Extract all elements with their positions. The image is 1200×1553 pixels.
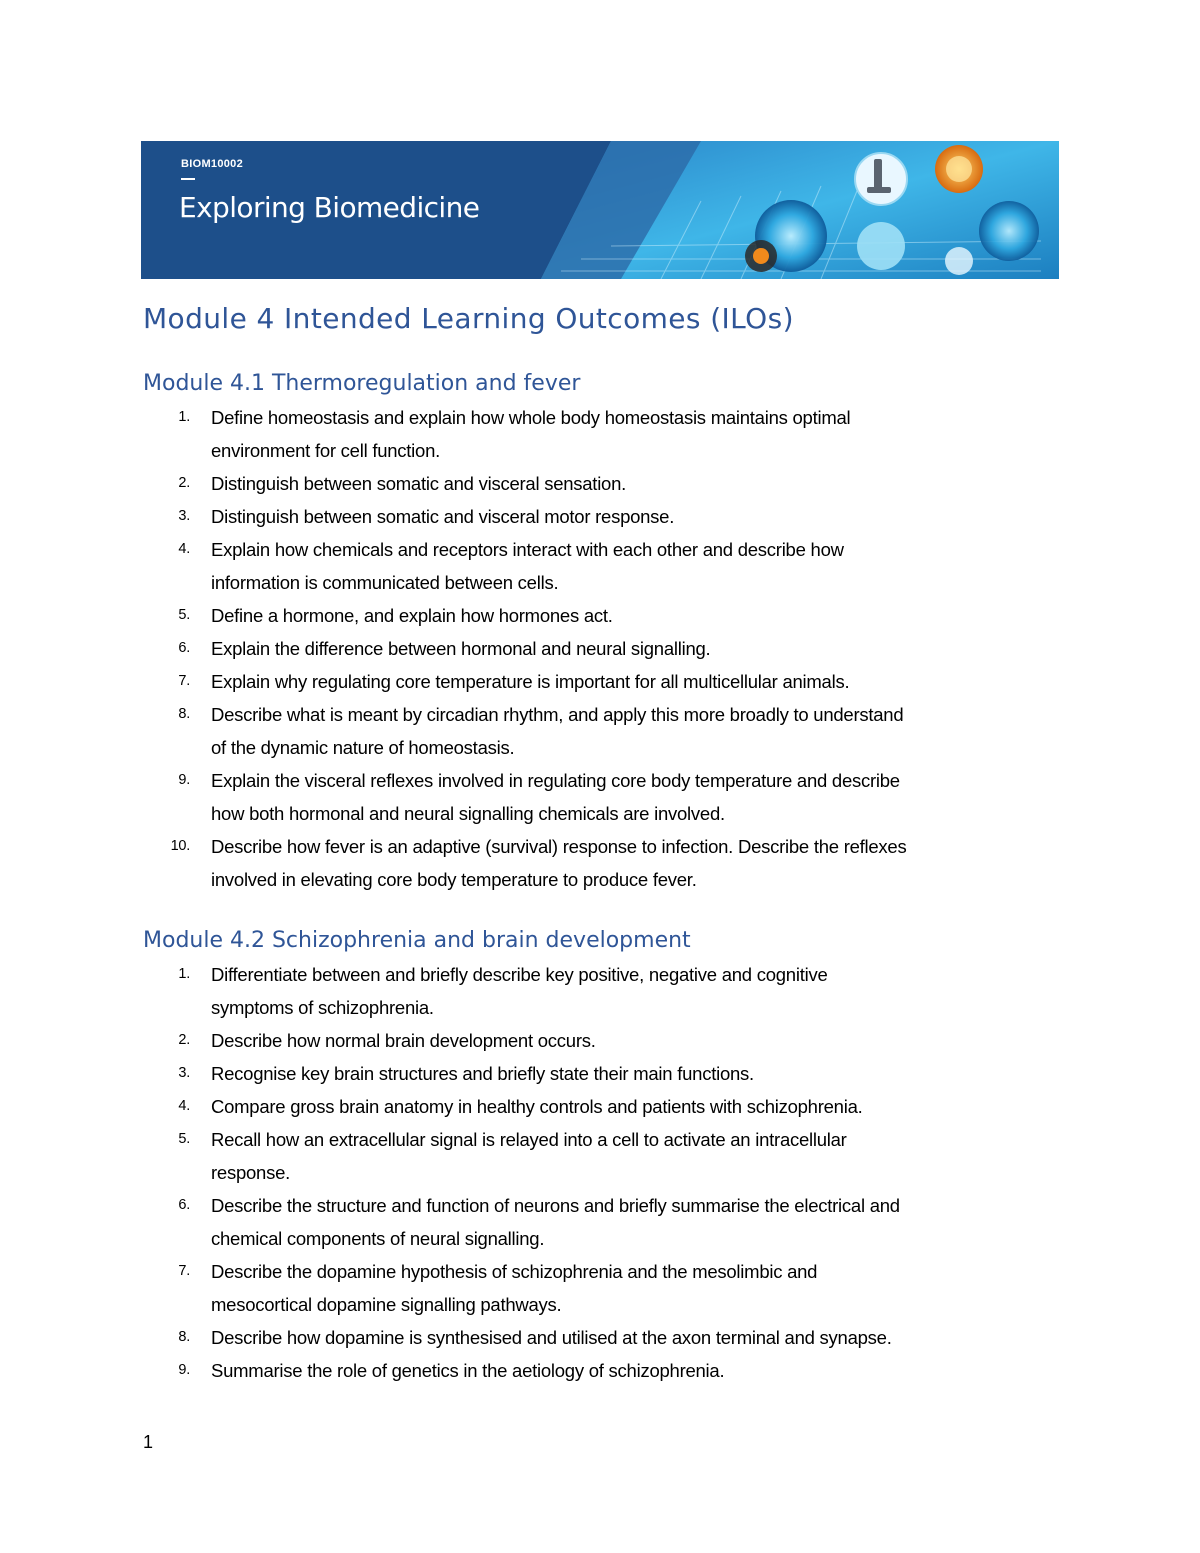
item-text: Differentiate between and briefly describe key positive, negative and cognitive — [211, 964, 828, 985]
item-text: Define homeostasis and explain how whole body homeostasis maintains optimal — [211, 407, 851, 428]
list-item — [0, 1189, 1071, 1255]
item-number: 2. — [178, 1032, 190, 1048]
list-item — [0, 665, 1071, 698]
item-number: 4. — [178, 541, 190, 557]
item-text: Describe the dopamine hypothesis of schizophrenia and the mesolimbic and — [211, 1261, 818, 1282]
list-item — [0, 1057, 1071, 1090]
item-text: Describe how normal brain development occurs. — [211, 1030, 596, 1051]
item-number: 8. — [178, 706, 190, 722]
item-number: 5. — [178, 607, 190, 623]
item-number: 8. — [178, 1329, 190, 1345]
list-item — [0, 632, 1071, 665]
list-item — [0, 467, 1071, 500]
page-title: Module 4 Intended Learning Outcomes (ILOs) — [143, 302, 794, 335]
item-text: Define a hormone, and explain how hormones act. — [211, 605, 613, 626]
item-number: 1. — [178, 409, 190, 425]
item-number: 3. — [178, 1065, 190, 1081]
list-item — [0, 1321, 1071, 1354]
ilo-list-4-1 — [0, 401, 1071, 896]
item-text: Distinguish between somatic and visceral motor response. — [211, 506, 675, 527]
course-name: Exploring Biomedicine — [179, 191, 480, 224]
item-text: how both hormonal and neural signalling chemicals are involved. — [211, 803, 725, 824]
banner-divider — [181, 178, 195, 180]
item-number: 10. — [170, 838, 190, 854]
section-title-4-2: Module 4.2 Schizophrenia and brain development — [143, 928, 691, 953]
list-item — [0, 1090, 1071, 1123]
item-text: mesocortical dopamine signalling pathways. — [211, 1294, 562, 1315]
item-number: 6. — [178, 640, 190, 656]
item-text: involved in elevating core body temperature to produce fever. — [211, 869, 697, 890]
ilo-list-4-2 — [0, 958, 1071, 1387]
item-text: Describe what is meant by circadian rhythm, and apply this more broadly to understand — [211, 704, 904, 725]
list-item — [0, 500, 1071, 533]
item-number: 5. — [178, 1131, 190, 1147]
list-item — [0, 1255, 1071, 1321]
item-number: 7. — [178, 673, 190, 689]
item-number: 9. — [178, 1362, 190, 1378]
item-text: Describe how fever is an adaptive (survival) response to infection. Describe the reflexes — [211, 836, 907, 857]
item-text: Compare gross brain anatomy in healthy controls and patients with schizophrenia. — [211, 1096, 863, 1117]
item-number: 9. — [178, 772, 190, 788]
list-item — [0, 401, 1071, 467]
item-text: Explain how chemicals and receptors interact with each other and describe how — [211, 539, 844, 560]
item-text: environment for cell function. — [211, 440, 441, 461]
item-number: 1. — [178, 966, 190, 982]
item-text: Recall how an extracellular signal is relayed into a cell to activate an intracellular — [211, 1129, 847, 1150]
page-number: 1 — [143, 1432, 154, 1452]
list-item — [0, 698, 1071, 764]
list-item — [0, 830, 1071, 896]
course-banner — [141, 141, 1059, 279]
item-text: information is communicated between cells. — [211, 572, 559, 593]
item-number: 7. — [178, 1263, 190, 1279]
item-number: 6. — [178, 1197, 190, 1213]
item-text: of the dynamic nature of homeostasis. — [211, 737, 515, 758]
list-item — [0, 1024, 1071, 1057]
item-text: Explain why regulating core temperature is important for all multicellular animals. — [211, 671, 850, 692]
item-text: Summarise the role of genetics in the aetiology of schizophrenia. — [211, 1360, 725, 1381]
item-text: Explain the difference between hormonal and neural signalling. — [211, 638, 711, 659]
course-code: BIOM10002 — [181, 158, 244, 170]
list-item — [0, 958, 1071, 1024]
item-text: response. — [211, 1162, 290, 1183]
item-text: Explain the visceral reflexes involved in regulating core body temperature and describe — [211, 770, 900, 791]
item-number: 2. — [178, 475, 190, 491]
item-text: Describe the structure and function of neurons and briefly summarise the electrical and — [211, 1195, 900, 1216]
list-item — [0, 764, 1071, 830]
item-text: Recognise key brain structures and briefly state their main functions. — [211, 1063, 754, 1084]
item-text: Distinguish between somatic and visceral sensation. — [211, 473, 627, 494]
item-number: 3. — [178, 508, 190, 524]
item-text: Describe how dopamine is synthesised and utilised at the axon terminal and synapse. — [211, 1327, 892, 1348]
list-item — [0, 1123, 1071, 1189]
item-number: 4. — [178, 1098, 190, 1114]
item-text: symptoms of schizophrenia. — [211, 997, 434, 1018]
item-text: chemical components of neural signalling. — [211, 1228, 545, 1249]
list-item — [0, 533, 1071, 599]
list-item — [0, 599, 1071, 632]
section-title-4-1: Module 4.1 Thermoregulation and fever — [143, 371, 581, 396]
list-item — [0, 1354, 1071, 1387]
